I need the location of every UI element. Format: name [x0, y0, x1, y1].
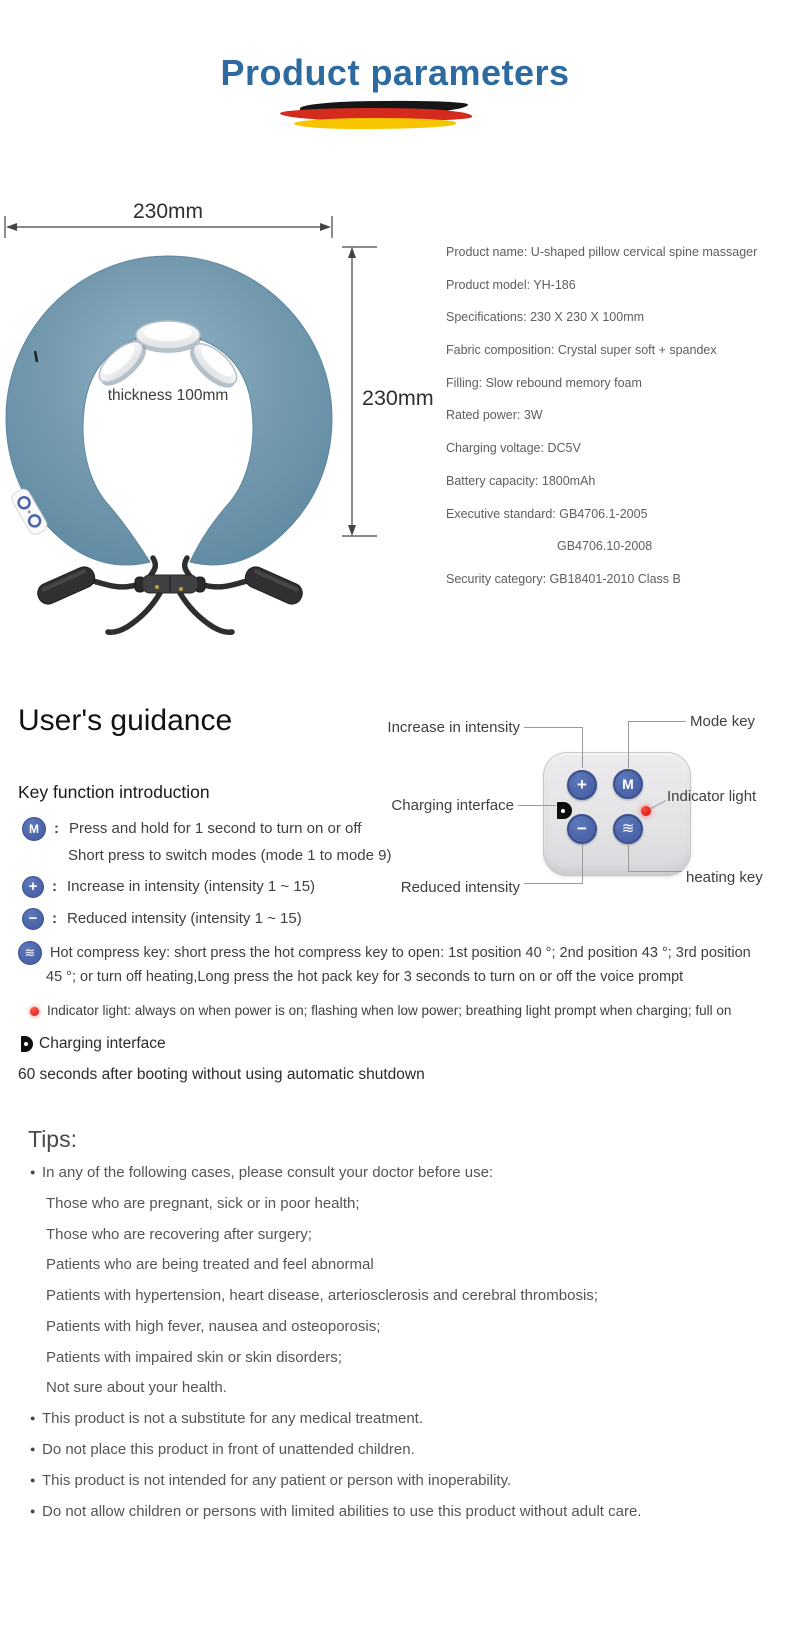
bullet-icon: ●: [30, 1506, 36, 1516]
tip-text: Patients with hypertension, heart disease, arteriosclerosis and cerebral thrombosis;: [46, 1287, 598, 1304]
heating-callout-line: [628, 845, 629, 872]
key-row-charging: [21, 1035, 166, 1053]
plus-button: +: [567, 770, 597, 800]
tip-text: This product is not a substitute for any medical treatment.: [42, 1410, 424, 1427]
tip-item: [30, 1195, 786, 1212]
electrode-wires: [64, 558, 276, 632]
label-charging-interface: Charging interface: [391, 797, 514, 814]
electrode-pad-right: [242, 564, 305, 608]
tip-text: Patients with impaired skin or skin disorders;: [46, 1349, 342, 1366]
guidance-section-title: User's guidance: [18, 704, 233, 737]
minus-key-text: Reduced intensity (intensity 1 ~ 15): [67, 909, 302, 927]
heat-key-icon: ≋: [18, 941, 42, 965]
tip-item: [30, 1287, 786, 1304]
key-row-mode: [22, 817, 361, 841]
separator: :: [52, 877, 57, 895]
key-row-mode-line2: [68, 847, 391, 864]
german-flag-brush-decoration: [280, 98, 480, 132]
bullet-icon: ●: [30, 1167, 36, 1177]
dimension-height: [342, 247, 434, 536]
spec-security-category: Security category: GB18401-2010 Class B: [446, 571, 681, 586]
bullet-icon: ●: [30, 1413, 36, 1423]
mode-callout-line: [628, 721, 686, 722]
key-row-minus: [22, 908, 302, 930]
label-indicator-light: Indicator light: [667, 788, 757, 805]
tip-item: [30, 1441, 770, 1458]
indicator-light-small-icon: [30, 1007, 39, 1016]
tip-item: [30, 1410, 770, 1427]
spec-product-name: Product name: U-shaped pillow cervical spine massager: [446, 245, 758, 259]
spec-standard-2: GB4706.10-2008: [557, 539, 653, 554]
spec-list: [446, 236, 757, 596]
label-increase-intensity: Increase in intensity: [387, 719, 520, 736]
auto-shutdown-note: [18, 1066, 425, 1084]
tip-text: Do not place this product in front of unattended children.: [42, 1441, 415, 1458]
plus-key-icon: +: [22, 876, 44, 898]
charging-callout-line: [518, 805, 556, 806]
increase-callout-line: [524, 727, 582, 728]
spec-battery: Battery capacity: 1800mAh: [446, 473, 596, 488]
key-row-heat-line2: [46, 969, 683, 985]
mode-button: M: [613, 769, 643, 799]
charging-port-small-icon: [21, 1036, 33, 1052]
tip-item: [30, 1472, 770, 1489]
mode-key-text: Press and hold for 1 second to turn on or off: [69, 819, 362, 837]
dimension-height-label: 230mm: [362, 386, 434, 410]
mode-callout-line: [628, 721, 629, 768]
cable-clip: [135, 575, 205, 593]
reduced-callout-line: [582, 844, 583, 884]
separator: :: [52, 909, 57, 927]
tip-item: [30, 1349, 786, 1366]
spec-rated-power: Rated power: 3W: [446, 408, 543, 423]
minus-key-icon: −: [22, 908, 44, 930]
flag-yellow-stripe: [294, 118, 456, 129]
charging-text: Charging interface: [39, 1035, 166, 1052]
indicator-text: Indicator light: always on when power is on; flashing when low power; breathing light prompt when charging; full on: [47, 1003, 732, 1018]
increase-callout-line: [582, 727, 583, 768]
tip-text: Patients with high fever, nausea and osteoporosis;: [46, 1318, 381, 1335]
tip-item: [30, 1379, 786, 1396]
tip-item: [30, 1226, 786, 1243]
tip-item: [30, 1164, 770, 1181]
spec-product-model: Product model: YH-186: [446, 277, 576, 292]
key-function-subtitle: Key function introduction: [18, 782, 210, 802]
spec-charging-voltage: Charging voltage: DC5V: [446, 441, 581, 456]
tip-text: Those who are recovering after surgery;: [46, 1226, 312, 1243]
tips-title: Tips:: [28, 1126, 77, 1152]
thickness-label: thickness 100mm: [107, 387, 229, 404]
tip-text: Those who are pregnant, sick or in poor health;: [46, 1195, 360, 1212]
spec-standard-1: Executive standard: GB4706.1-2005: [446, 506, 648, 521]
dimension-width: [5, 200, 332, 238]
plus-key-text: Increase in intensity (intensity 1 ~ 15): [67, 877, 316, 895]
mode-key-text-2: Short press to switch modes (mode 1 to mode 9): [68, 847, 392, 864]
label-reduced-intensity: Reduced intensity: [400, 879, 520, 896]
dimension-width-label: 230mm: [132, 200, 204, 223]
heating-callout-line: [628, 871, 682, 872]
tip-text: Do not allow children or persons with limited abilities to use this product without adult care.: [42, 1503, 642, 1520]
electrode-pad-left: [35, 564, 98, 608]
reduced-callout-line: [524, 883, 582, 884]
separator: :: [54, 819, 59, 837]
heat-button: ≋: [613, 814, 643, 844]
spec-specifications: Specifications: 230 X 230 X 100mm: [446, 310, 645, 325]
key-row-indicator: [30, 1003, 731, 1018]
label-mode-key: Mode key: [690, 713, 756, 730]
tip-item: [30, 1503, 770, 1520]
tip-text: Patients who are being treated and feel abnormal: [46, 1256, 374, 1273]
tip-item: [30, 1318, 786, 1335]
bullet-icon: ●: [30, 1444, 36, 1454]
label-heating-key: heating key: [686, 869, 763, 886]
pillow-illustration: [0, 190, 440, 640]
heat-key-text-2: 45 °; or turn off heating,Long press the hot pack key for 3 seconds to turn on or off the voice prompt: [46, 969, 684, 985]
auto-shutdown-text: 60 seconds after booting without using automatic shutdown: [18, 1066, 425, 1083]
spec-fabric: Fabric composition: Crystal super soft + spandex: [446, 343, 717, 358]
tip-text: This product is not intended for any patient or person with inoperability.: [42, 1472, 512, 1489]
key-row-plus: [22, 876, 315, 898]
tip-item: [30, 1256, 786, 1273]
tip-text: Not sure about your health.: [46, 1379, 227, 1396]
minus-button: −: [567, 814, 597, 844]
heat-key-text: Hot compress key: short press the hot compress key to open: 1st position 40 °; 2nd position 43 °; 3rd position: [50, 944, 751, 961]
spec-filling: Filling: Slow rebound memory foam: [446, 375, 642, 390]
mode-key-icon: M: [22, 817, 46, 841]
pillow-shape: [6, 256, 332, 565]
key-row-heat: [18, 941, 751, 965]
page-title: Product parameters: [220, 52, 570, 93]
bullet-icon: ●: [30, 1475, 36, 1485]
tip-text: In any of the following cases, please consult your doctor before use:: [42, 1164, 494, 1181]
